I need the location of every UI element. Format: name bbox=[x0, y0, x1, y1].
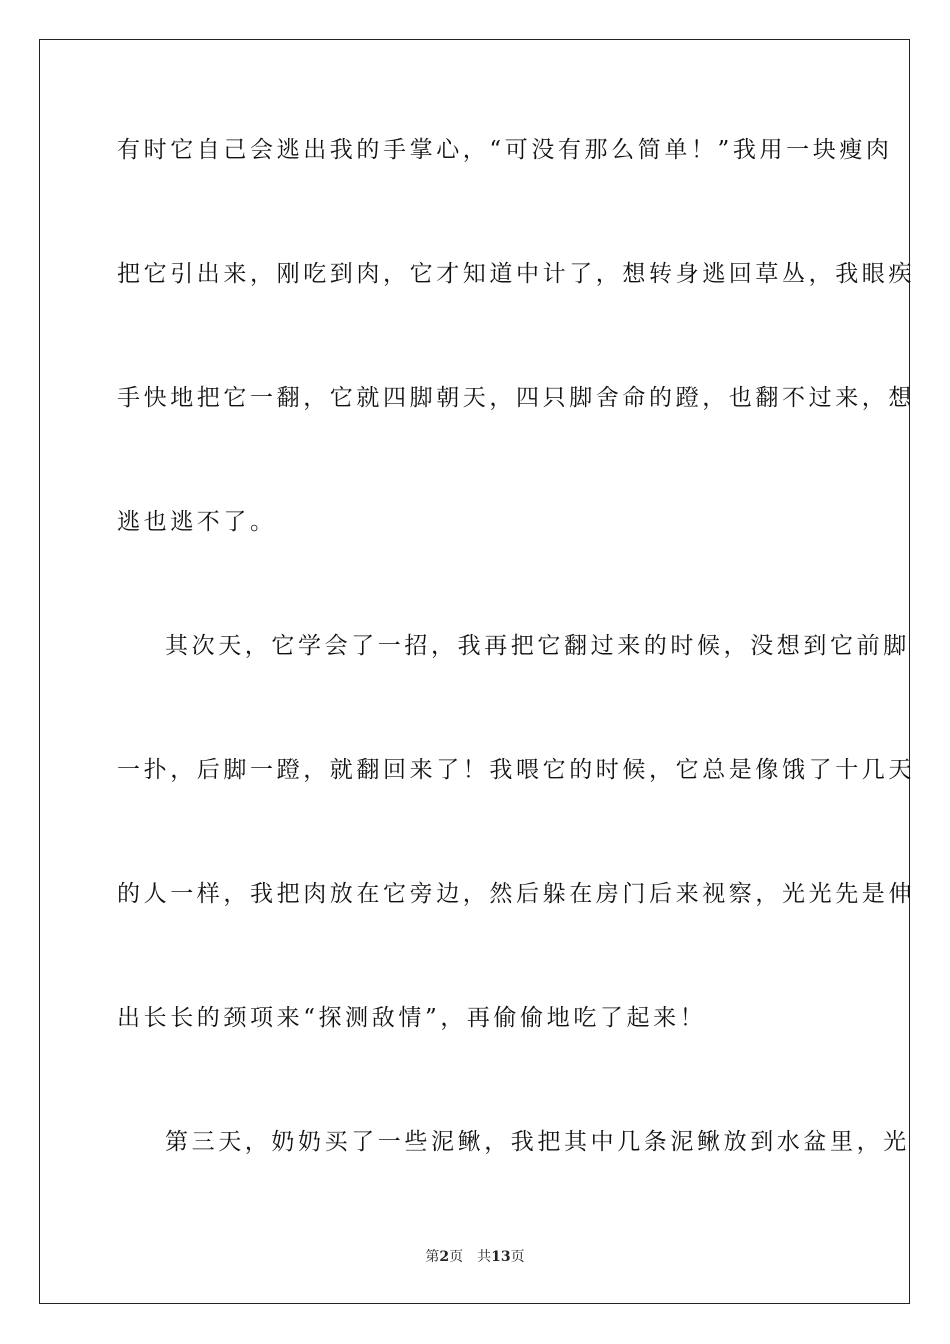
total-prefix: 共 bbox=[477, 1249, 492, 1265]
page-footer bbox=[0, 1248, 950, 1266]
text-line: 出长长的颈项来“探测敌情”，再偷偷地吃了起来！ bbox=[117, 1005, 707, 1031]
total-page-count: 13 bbox=[491, 1249, 511, 1265]
text-line: 把它引出来，刚吃到肉，它才知道中计了，想转身逃回草丛，我眼疾 bbox=[117, 261, 915, 287]
text-line: 的人一样，我把肉放在它旁边，然后躲在房门后来视察，光光先是伸 bbox=[117, 881, 915, 907]
text-line: 一扑，后脚一蹬，就翻回来了！我喂它的时候，它总是像饿了十几天 bbox=[117, 757, 915, 783]
page-prefix: 第 bbox=[425, 1249, 440, 1265]
text-line: 手快地把它一翻，它就四脚朝天，四只脚舍命的蹬，也翻不过来，想 bbox=[117, 385, 915, 411]
page-suffix: 页 bbox=[449, 1249, 464, 1265]
current-page-number: 2 bbox=[439, 1249, 450, 1265]
text-line: 有时它自己会逃出我的手掌心，“可没有那么简单！”我用一块瘦肉 bbox=[117, 137, 893, 163]
paragraph-first-line: 第三天，奶奶买了一些泥鳅，我把其中几条泥鳅放到水盆里，光 bbox=[165, 1129, 910, 1155]
text-line: 逃也逃不了。 bbox=[117, 509, 277, 535]
paragraph-first-line: 其次天，它学会了一招，我再把它翻过来的时候，没想到它前脚 bbox=[165, 633, 910, 659]
total-suffix: 页 bbox=[510, 1249, 525, 1265]
page-border bbox=[39, 39, 910, 1304]
